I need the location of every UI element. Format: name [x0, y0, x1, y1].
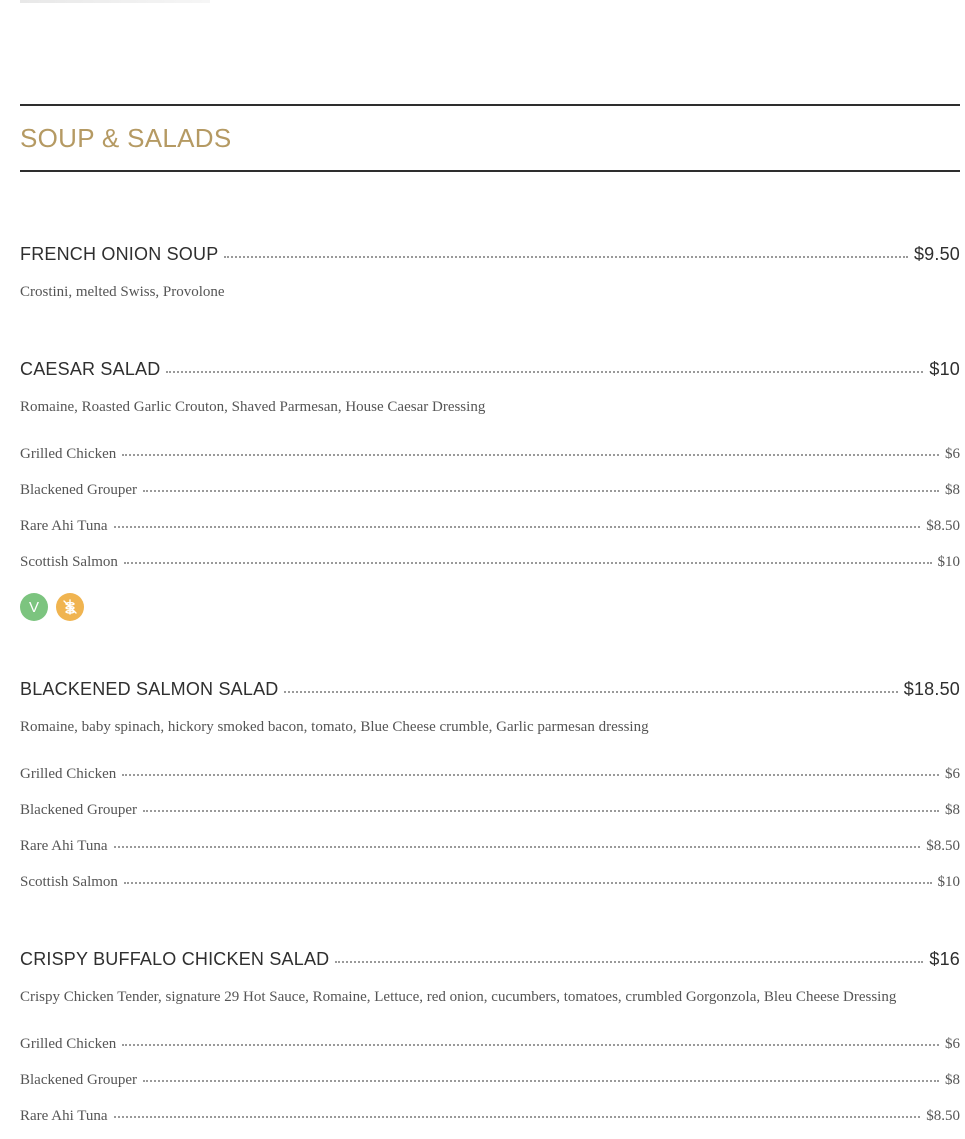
gluten-free-icon — [56, 593, 84, 621]
item-price: $10 — [929, 359, 960, 379]
addon-name: Scottish Salmon — [20, 554, 118, 570]
addon-price: $8 — [945, 802, 960, 818]
dot-leader — [114, 1115, 921, 1118]
addon-name: Grilled Chicken — [20, 446, 117, 462]
addon-price: $10 — [937, 554, 960, 570]
item-description: Romaine, baby spinach, hickory smoked bacon, tomato, Blue Cheese crumble, Garlic parmesan dressing — [20, 719, 649, 735]
addon-name: Grilled Chicken — [20, 766, 117, 782]
addon-price: $6 — [945, 766, 960, 782]
dot-leader — [124, 881, 932, 884]
addon-name: Blackened Grouper — [20, 482, 138, 498]
dot-leader — [122, 773, 939, 776]
addon-price: $10 — [937, 874, 960, 890]
dot-leader — [166, 370, 923, 373]
dot-leader — [143, 1079, 939, 1082]
addon-row — [20, 482, 960, 499]
addon-row — [20, 1072, 960, 1089]
section-title: SOUP & SALADS — [20, 123, 232, 153]
addon-price: $8.50 — [926, 838, 960, 854]
addon-row — [20, 874, 960, 891]
dot-leader — [122, 1043, 939, 1046]
wheat-slash-icon — [60, 597, 80, 617]
dot-leader — [122, 453, 939, 456]
addon-name: Rare Ahi Tuna — [20, 518, 108, 534]
addon-name: Blackened Grouper — [20, 802, 138, 818]
addon-price: $8.50 — [926, 1108, 960, 1124]
addon-price: $8 — [945, 482, 960, 498]
menu-item-french-onion-soup — [20, 244, 960, 265]
addon-price: $6 — [945, 1036, 960, 1052]
addon-row — [20, 1036, 960, 1053]
dot-leader — [143, 489, 939, 492]
addon-name: Rare Ahi Tuna — [20, 838, 108, 854]
dot-leader — [284, 690, 897, 693]
item-price: $9.50 — [913, 244, 960, 264]
addon-name: Rare Ahi Tuna — [20, 1108, 108, 1124]
section-header — [20, 104, 960, 172]
addon-price: $8.50 — [926, 518, 960, 534]
dot-leader — [224, 255, 908, 258]
item-description: Romaine, Roasted Garlic Crouton, Shaved Parmesan, House Caesar Dressing — [20, 399, 486, 415]
dot-leader — [335, 960, 923, 963]
vegetarian-icon — [20, 593, 48, 621]
addon-row — [20, 1108, 960, 1125]
dietary-icons — [20, 593, 84, 621]
addon-name: Scottish Salmon — [20, 874, 118, 890]
dot-leader — [124, 561, 932, 564]
item-description: Crostini, melted Swiss, Provolone — [20, 284, 225, 300]
dot-leader — [114, 845, 921, 848]
vegetarian-icon-label: V — [28, 598, 39, 616]
addon-name: Grilled Chicken — [20, 1036, 117, 1052]
menu-item-blackened-salmon-salad — [20, 679, 960, 700]
item-name: CRISPY BUFFALO CHICKEN SALAD — [20, 949, 330, 969]
item-price: $18.50 — [903, 679, 960, 699]
dot-leader — [114, 525, 921, 528]
addon-row — [20, 518, 960, 535]
item-price: $16 — [929, 949, 960, 969]
item-description: Crispy Chicken Tender, signature 29 Hot Sauce, Romaine, Lettuce, red onion, cucumbers, tomatoes, crumbled Gorgonzola, Bleu Cheese Dressing — [20, 989, 897, 1005]
addon-row — [20, 766, 960, 783]
item-name: FRENCH ONION SOUP — [20, 244, 219, 264]
item-name: BLACKENED SALMON SALAD — [20, 679, 279, 699]
addon-row — [20, 446, 960, 463]
addon-name: Blackened Grouper — [20, 1072, 138, 1088]
addon-row — [20, 802, 960, 819]
addon-row — [20, 838, 960, 855]
top-cropped-text-remnant — [20, 0, 210, 3]
dot-leader — [143, 809, 939, 812]
addon-row — [20, 554, 960, 571]
menu-item-caesar-salad — [20, 359, 960, 380]
item-name: CAESAR SALAD — [20, 359, 161, 379]
menu-item-crispy-buffalo-chicken-salad — [20, 949, 960, 970]
addon-price: $6 — [945, 446, 960, 462]
addon-price: $8 — [945, 1072, 960, 1088]
